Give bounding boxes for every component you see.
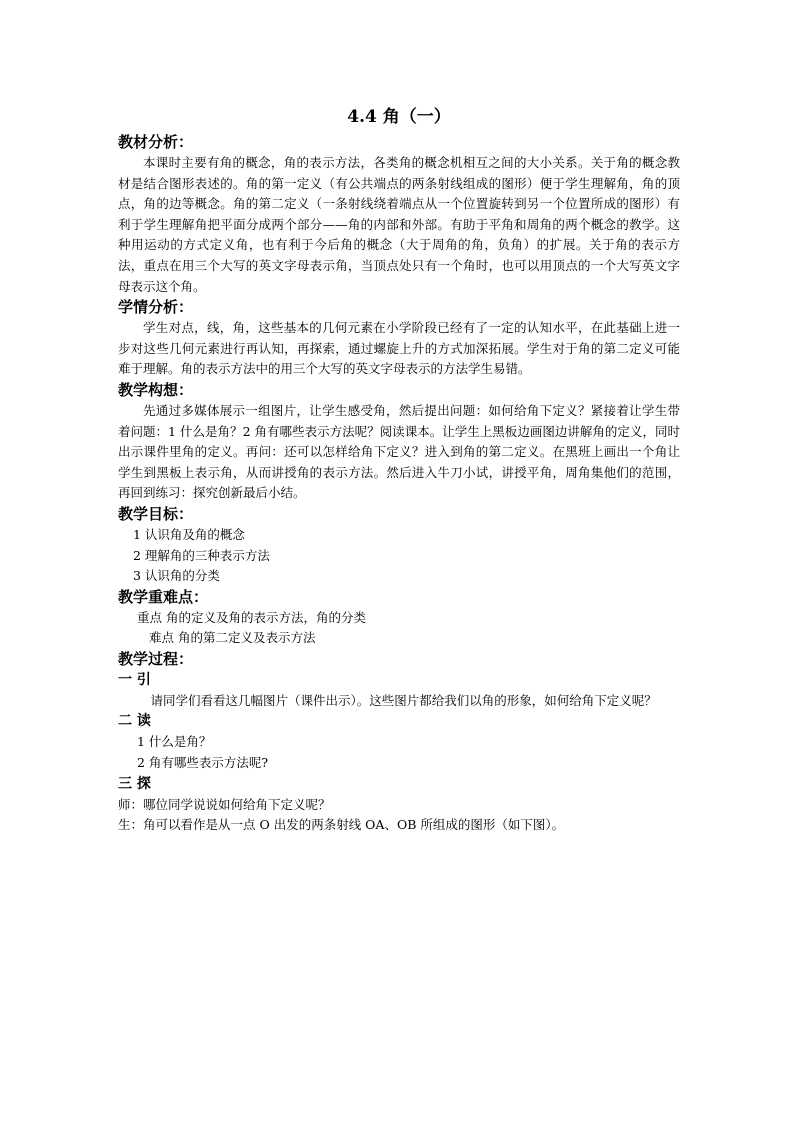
keypoint-item: 重点 角的定义及角的表示方法，角的分类 <box>137 609 366 625</box>
section-heading-process: 教学过程： <box>118 649 194 668</box>
step-body-intro: 请同学们看看这几幅图片（课件出示）。这些图片都给我们以角的形象，如何给角下定义呢？ <box>150 692 657 708</box>
section-heading-students: 学情分析： <box>118 298 194 317</box>
read-question-item: 2 角有哪些表示方法呢? <box>137 755 269 771</box>
goal-item: 3 认识角的分类 <box>133 568 220 584</box>
section-body-textbook: 本课时主要有角的概念，角的表示方法，各类角的概念机相互之间的大小关系。关于角的概念教材是结合图形表述的。角的第一定义（有公共端点的两条射线组成的图形）便于学生理解角，角的顶点，角的边等概念。角的第二定义（一条射线绕着端点从一个位置旋转到另一个位置所成的图形）有利于学生理解角把平面分成两个部分——角的内部和外部。有助于平角和周角的两个概念的教学。这种用运动的方式定义角，也有利于今后角的概念（大于周角的角，负角）的扩展。关于角的表示方法，重点在用三个大写的英文字母表示角，当顶点处只有一个角时，也可以用顶点的一个大写英文字母表示这个角。 <box>118 155 680 294</box>
section-heading-textbook: 教材分析： <box>118 133 194 151</box>
dialogue-line-student: 生：角可以看作是从一点 O 出发的两条射线 OA、OB 所组成的图形（如下图）。 <box>118 817 565 833</box>
dialogue-line-teacher: 师：哪位同学说说如何给角下定义呢？ <box>118 796 331 812</box>
goal-item: 1 认识角及角的概念 <box>133 526 245 542</box>
keypoint-item: 难点 角的第二定义及表示方法 <box>149 630 316 646</box>
section-body-students: 学生对点，线，角，这些基本的几何元素在小学阶段已经有了一定的认知水平，在此基础上进一步对这些几何元素进行再认知，再探索，通过螺旋上升的方式加深拓展。学生对于角的第二定义可能难于理解。角的表示方法中的用三个大写的英文字母表示的方法学生易错。 <box>118 320 680 377</box>
section-heading-goals: 教学目标： <box>118 504 194 523</box>
goal-item: 2 理解角的三种表示方法 <box>133 547 270 563</box>
section-body-design: 先通过多媒体展示一组图片，让学生感受角，然后提出问题：如何给角下定义？紧接着让学生带着问题：1 什么是角？2 角有哪些表示方法呢？阅读课本。让学生上黑板边画图边讲解角的定义，同时出示课件里角的定义。再问：还可以怎样给角下定义？进入到角的第二定义。在黑班上画出一个角让学生到黑板上表示角，从而讲授角的表示方法。然后进入牛刀小试，讲授平角，周角集他们的范围，再回到练习：探究创新最后小结。 <box>118 402 680 501</box>
document-page <box>118 104 680 836</box>
section-heading-keypoints: 教学重难点： <box>118 587 209 606</box>
document-title: 4.4 角（一） <box>347 107 451 127</box>
step-heading-read: 二 读 <box>118 713 151 730</box>
section-heading-design: 教学构想： <box>118 380 194 399</box>
read-question-item: 1 什么是角？ <box>137 734 212 750</box>
step-heading-explore: 三 探 <box>118 775 151 792</box>
step-heading-intro: 一 引 <box>118 671 151 688</box>
